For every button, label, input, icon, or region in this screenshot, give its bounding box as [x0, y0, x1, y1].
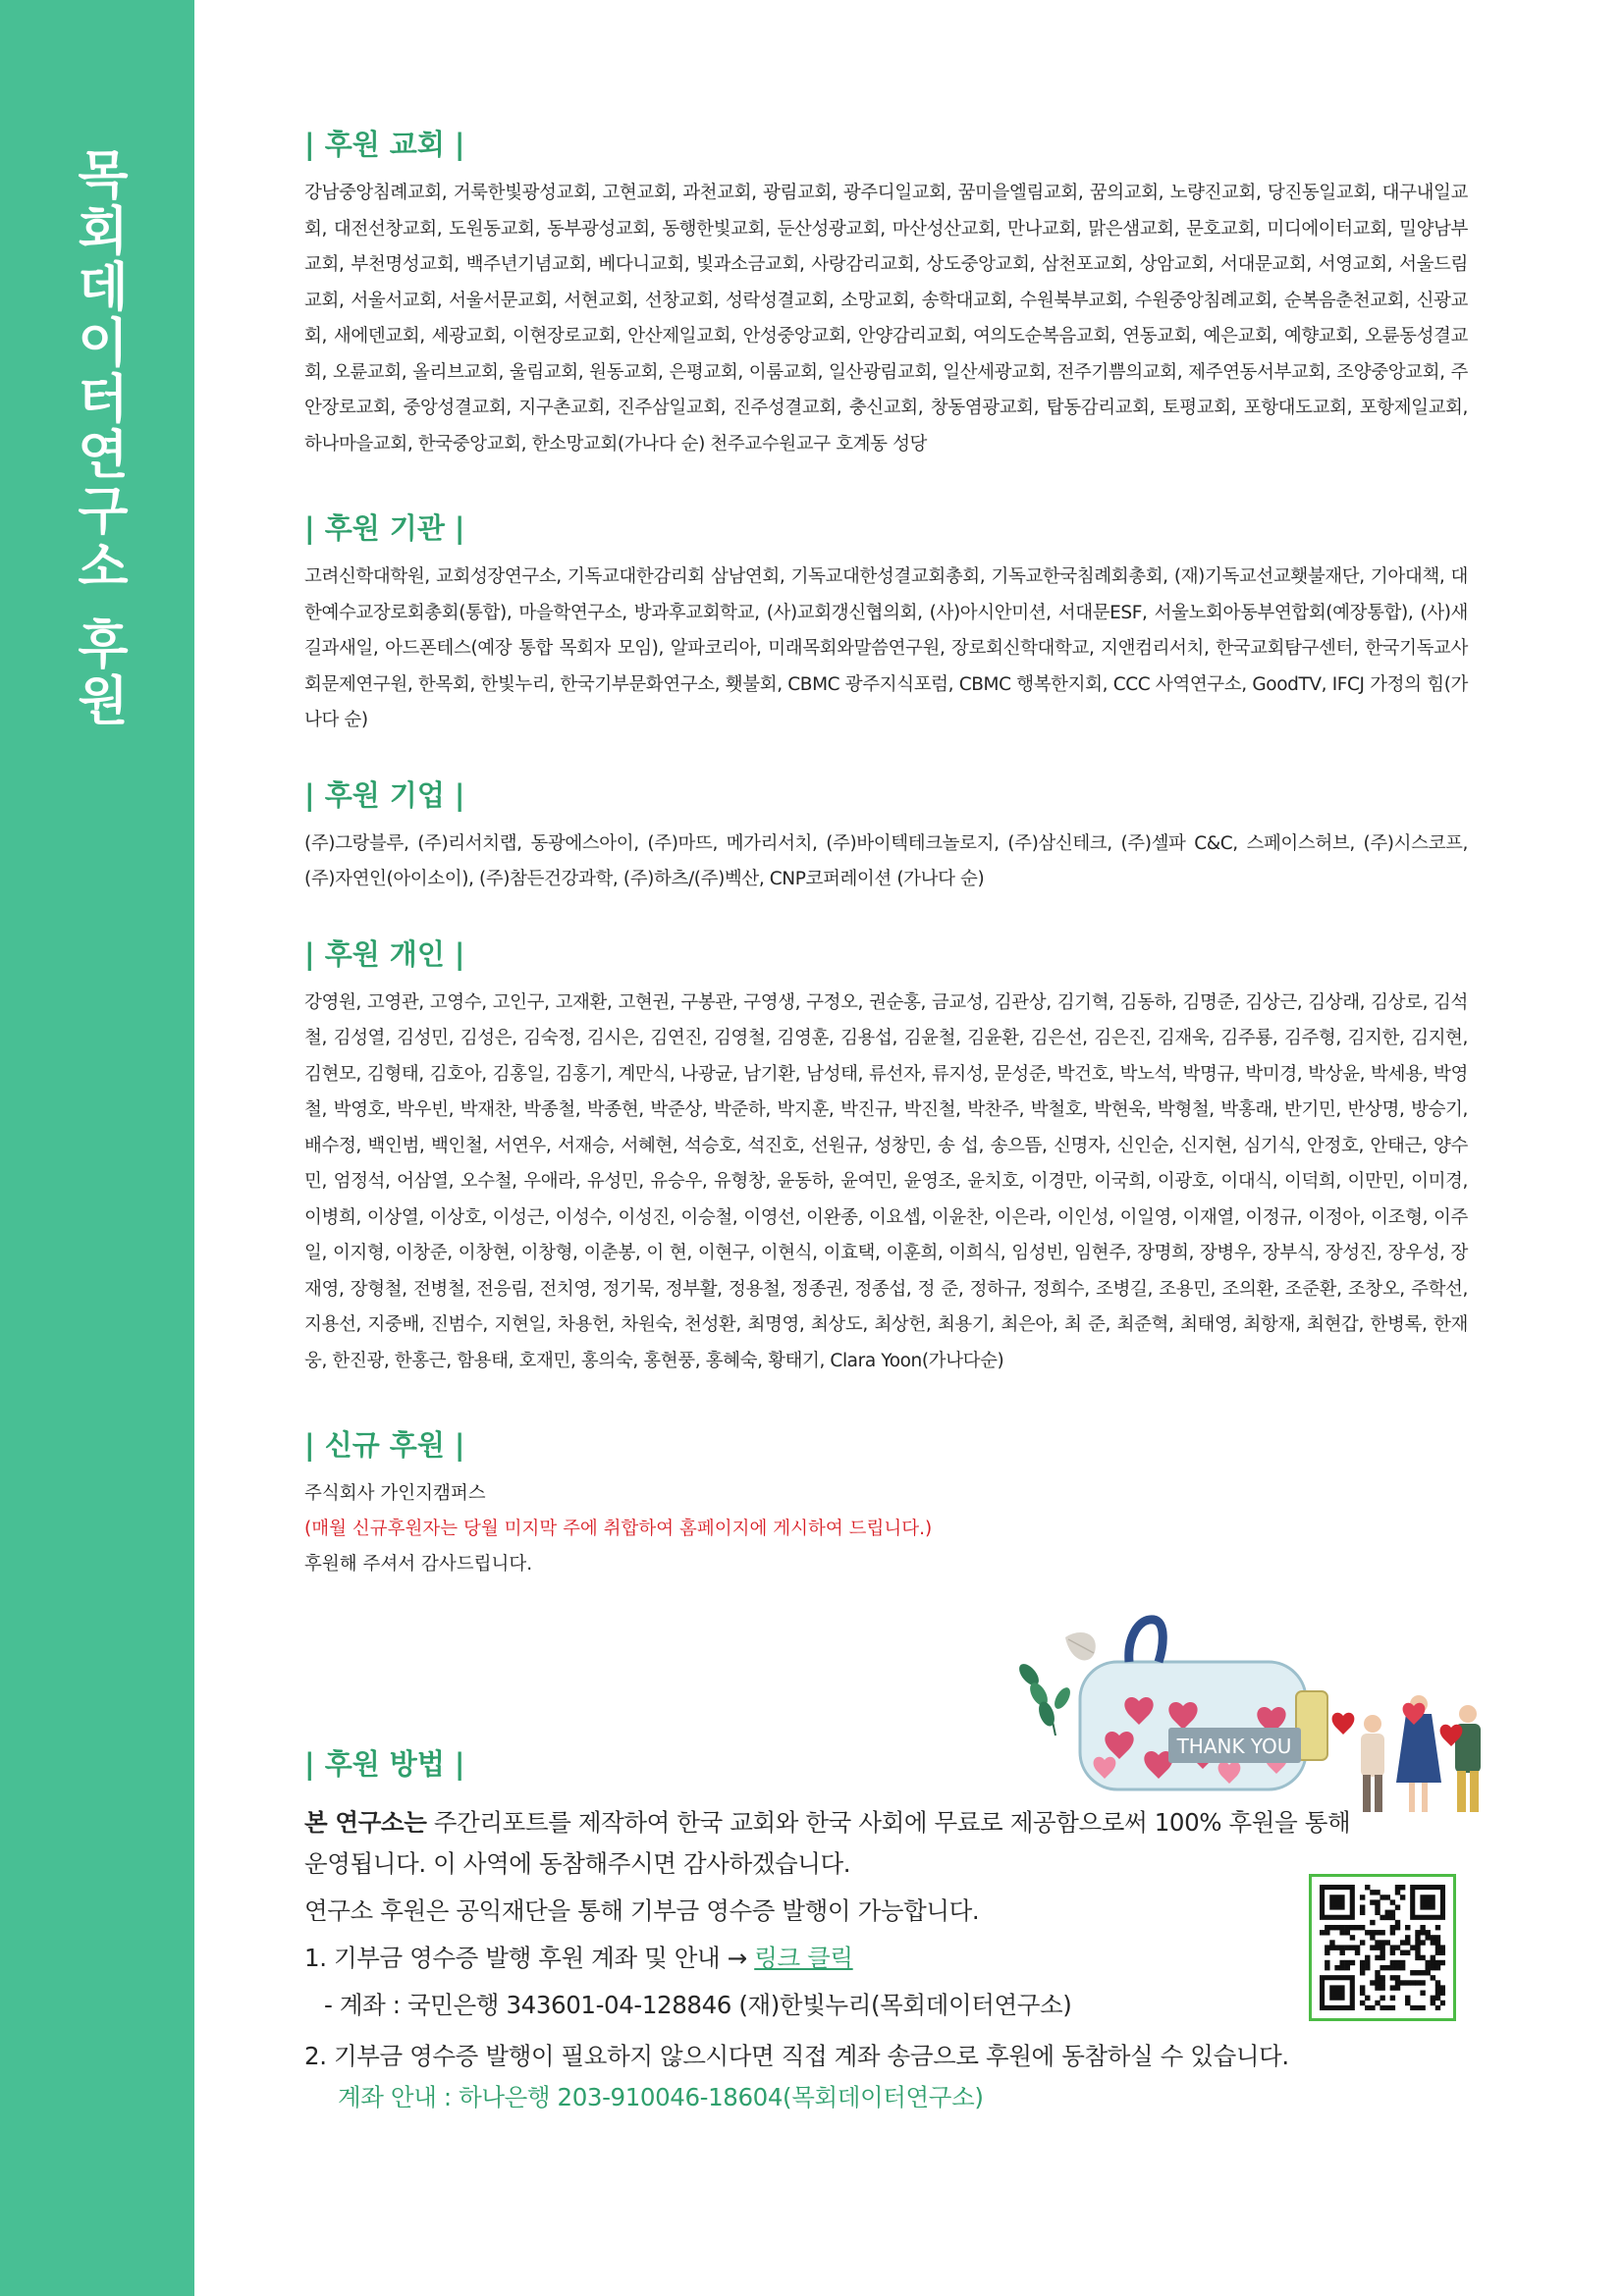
account-kookmin: - 계좌 : 국민은행 343601-04-128846 (재)한빛누리(목회데이터연구소) — [324, 1991, 1072, 2019]
section-org — [304, 509, 1468, 739]
corp-heading: | 후원 기업 | — [304, 777, 465, 812]
account-hana: 계좌 안내 : 하나은행 203-910046-18604(목회데이터연구소) — [338, 2083, 984, 2111]
church-heading: | 후원 교회 | — [304, 128, 465, 161]
supporters-list — [304, 126, 1468, 1582]
section-church — [304, 126, 1468, 462]
howto-p1-bold: 본 연구소는 — [304, 1808, 427, 1837]
jar-label: THANK YOU — [1176, 1735, 1292, 1758]
qr-code-icon[interactable] — [1309, 1874, 1456, 2021]
section-person — [304, 935, 1468, 1380]
church-list: 강남중앙침례교회, 거룩한빛광성교회, 고현교회, 과천교회, 광림교회, 광주디일교회, 꿈미을엘림교회, 꿈의교회, 노량진교회, 당진동일교회, 대구내일교회, 대전선창교회, 도원동교회, 동부광성교회, 동행한빛교회, 둔산성광교회, 마산성산교회, 만나교회, 맑은샘교회, 문호교회, 미디에이터교회, 밀양남부교회, 부천명성교회, 백주년기념교회, 베다니교회, 빛과소금교회, 사랑감리교회, 상도중앙교회, 삼천포교회, 상암교회, 서대문교회, 서영교회, 서울드림교회, 서울서교회, 서울서문교회, 서현교회, 선창교회, 성락성결교회, 소망교회, 송학대교회, 수원북부교회, 수원중앙침례교회, 순복음춘천교회, 신광교회, 새에덴교회, 세광교회, 이현장로교회, 안산제일교회, 안성중앙교회, 안양감리교회, 여의도순복음교회, 연동교회, 예은교회, 예향교회, 오륜동성결교회, 오륜교회, 올리브교회, 울림교회, 원동교회, 은평교회, 이룸교회, 일산광림교회, 일산세광교회, 전주기쁨의교회, 제주연동서부교회, 조양중앙교회, 주안장로교회, 중앙성결교회, 지구촌교회, 진주삼일교회, 진주성결교회, 충신교회, 창동염광교회, 탑동감리교회, 토평교회, 포항대도교회, 포항제일교회, 하나마을교회, 한국중앙교회, 한소망교회(가나다 순) 천주교수원교구 호계동 성당 — [304, 183, 1468, 454]
howto-p1-line2: 운영됩니다. 이 사역에 동참해주시면 감사하겠습니다. — [304, 1849, 851, 1878]
howto-p1-rest: 주간리포트를 제작하여 한국 교회와 한국 사회에 무료로 제공함으로써 100% 후원을 통해 — [426, 1808, 1351, 1837]
howto-p2: 연구소 후원은 공익재단을 통해 기부금 영수증 발행이 가능합니다. — [304, 1896, 980, 1925]
sidebar-band — [0, 0, 194, 2296]
section-howto — [304, 1745, 1473, 2118]
sidebar-title: 목회데이터연구소 후원 — [69, 147, 129, 729]
howto-item1-text: 1. 기부금 영수증 발행 후원 계좌 및 안내 → — [304, 1944, 755, 1972]
new-supporter: 주식회사 가인지캠퍼스 — [304, 1483, 486, 1504]
section-new — [304, 1426, 1468, 1582]
new-notice: (매월 신규후원자는 당월 미지막 주에 취합하여 홈페이지에 게시하여 드립니다.) — [304, 1519, 933, 1539]
link-click[interactable]: 링크 클릭 — [754, 1944, 853, 1972]
org-heading: | 후원 기관 | — [304, 511, 465, 545]
org-list: 고려신학대학원, 교회성장연구소, 기독교대한감리회 삼남연회, 기독교대한성결교회총회, 기독교한국침례회총회, (재)기독교선교횃불재단, 기아대책, 대한예수교장로회총회(통합), 마을학연구소, 방과후교회학교, (사)교회갱신협의회, (사)아시안미션, 서대문ESF, 서울노회아동부연합회(예장통합), (사)새길과새일, 아드폰테스(예장 통합 목회자 모임), 알파코리아, 미래목회와말씀연구원, 장로회신학대학교, 지앤컴리서치, 한국교회탐구센터, 한국기독교사회문제연구원, 한목회, 한빛누리, 한국기부문화연구소, 횃불회, CBMC 광주지식포럼, CBMC 행복한지회, CCC 사역연구소, GoodTV, IFCJ 가정의 힘(가나다 순) — [304, 566, 1468, 730]
person-list: 강영원, 고영관, 고영수, 고인구, 고재환, 고현권, 구봉관, 구영생, 구정오, 권순홍, 금교성, 김관상, 김기혁, 김동하, 김명준, 김상근, 김상래, 김상로, 김석철, 김성열, 김성민, 김성은, 김숙정, 김시은, 김연진, 김영철, 김영훈, 김용섭, 김윤철, 김윤환, 김은선, 김은진, 김재욱, 김주룡, 김주형, 김지한, 김지현, 김현모, 김형태, 김호아, 김홍일, 김홍기, 계만식, 나광균, 남기환, 남성태, 류선자, 류지성, 문성준, 박건호, 박노석, 박명규, 박미경, 박상윤, 박세용, 박영철, 박영호, 박우빈, 박재찬, 박종철, 박종현, 박준상, 박준하, 박지훈, 박진규, 박진철, 박찬주, 박철호, 박현욱, 박형철, 박홍래, 반기민, 반상명, 방승기, 배수정, 백인범, 백인철, 서연우, 서재승, 서혜현, 석승호, 석진호, 선원규, 성창민, 송 섭, 송으뜸, 신명자, 신인순, 신지현, 심기식, 안정호, 안태근, 양수민, 엄정석, 어삼열, 오수철, 우애라, 유성민, 유승우, 유형창, 윤동하, 윤여민, 윤영조, 윤치호, 이경만, 이국희, 이광호, 이대식, 이덕희, 이만민, 이미경, 이병희, 이상열, 이상호, 이성근, 이성수, 이성진, 이승철, 이영선, 이완종, 이요셉, 이윤찬, 이은라, 이인성, 이일영, 이재열, 이정규, 이정아, 이조형, 이주일, 이지형, 이창준, 이창현, 이창형, 이춘봉, 이 현, 이현구, 이현식, 이효택, 이훈희, 이희식, 임성빈, 임현주, 장명희, 장병우, 장부식, 장성진, 장우성, 장재영, 장형철, 전병철, 전응림, 전치영, 정기묵, 정부활, 정용철, 정종권, 정종섭, 정 준, 정하규, 정희수, 조병길, 조용민, 조의환, 조준환, 조창오, 주학선, 지용선, 지중배, 진범수, 지현일, 차용헌, 차원숙, 천성환, 최명영, 최상도, 최상헌, 최용기, 최은아, 최 준, 최준혁, 최태영, 최항재, 최현갑, 한병록, 한재웅, 한진광, 한홍근, 함용태, 호재민, 홍의숙, 홍현풍, 홍혜숙, 황태기, Clara Yoon(가나다순) — [304, 991, 1468, 1371]
howto-heading: | 후원 방법 | — [304, 1747, 465, 1781]
section-corp — [304, 776, 1468, 898]
corp-list: (주)그랑블루, (주)리서치랩, 동광에스아이, (주)마뜨, 메가리서치, (주)바이텍테크놀로지, (주)삼신테크, (주)셀파 C&C, 스페이스허브, (주)시스코프, (주)자연인(아이소이), (주)참든건강과학, (주)하츠/(주)벡산, CNP코퍼레이션 (가나다 순) — [304, 832, 1468, 889]
howto-item2: 2. 기부금 영수증 발행이 필요하지 않으시다면 직접 계좌 송금으로 후원에 동참하실 수 있습니다. — [304, 2042, 1289, 2070]
new-heading: | 신규 후원 | — [304, 1428, 465, 1462]
person-heading: | 후원 개인 | — [304, 936, 465, 971]
howto-p1 — [304, 1802, 1473, 1843]
new-thanks: 후원해 주셔서 감사드립니다. — [304, 1554, 533, 1575]
howto-item1 — [304, 1938, 1473, 1979]
